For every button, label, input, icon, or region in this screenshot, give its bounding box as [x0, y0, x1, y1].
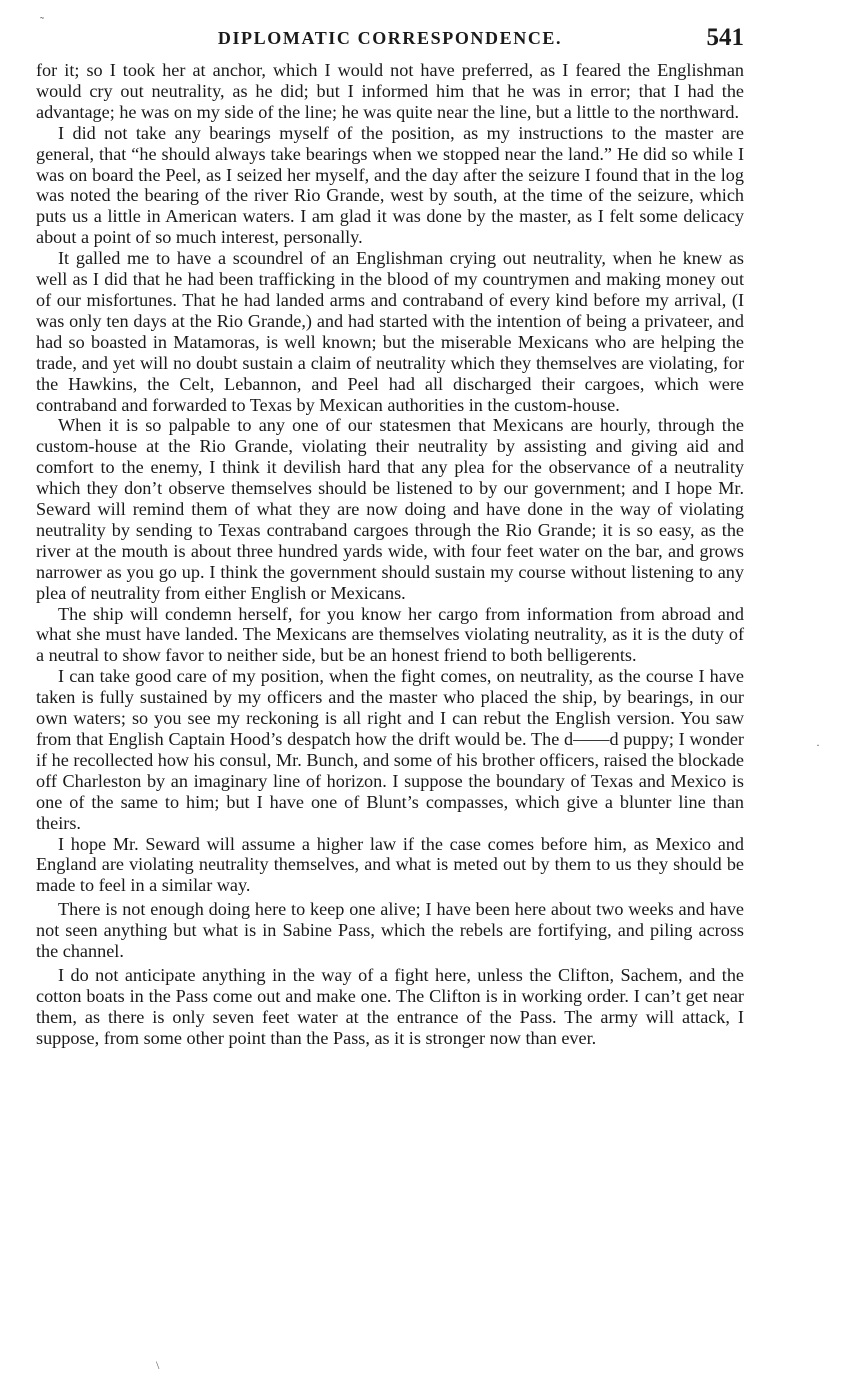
page-number: 541 — [706, 24, 744, 51]
running-title: DIPLOMATIC CORRESPONDENCE. — [217, 28, 563, 48]
paragraph-4: When it is so palpable to any one of our statesmen that Mexicans are hourly, through the custom-house at the Rio Grande, violating their neutrality by assisting and giving aid and comfort to the enemy, I think it devilish hard that any plea for the observance of a neutrality which they don’t observe themselves should be listened to by our government; and I hope Mr. Seward will remind them of what they are now doing and have done in the way of violating neutrality by sending to Texas contraband cargoes through the Rio Grande; it is so easy, as the river at the mouth is about three hundred yards wide, with four feet water on the bar, and grows narrower as you go up. I think the government should sustain my course without listening to any plea of neutrality from either English or Mexicans. — [36, 415, 744, 603]
body-text — [36, 60, 744, 1049]
paragraph-8: There is not enough doing here to keep one alive; I have been here about two weeks and have not seen anything but what is in Sabine Pass, which the rebels are fortifying, and piling across the channel. — [36, 899, 744, 962]
paragraph-1: for it; so I took her at anchor, which I would not have preferred, as I feared the Englishman would cry out neutrality, as he did; but I informed him that he was in error; that I had the advantage; he was on my side of the line; he was quite near the line, but a little to the northward. — [36, 60, 744, 122]
scan-speck: \ — [156, 1358, 160, 1372]
paragraph-5: The ship will condemn herself, for you know her cargo from information from abroad and what she must have landed. The Mexicans are themselves violating neutrality, as it is the duty of a neutral to show favor to neither side, but be an honest friend to both belligerents. — [36, 603, 744, 666]
document-page — [36, 24, 744, 1049]
paragraph-2: I did not take any bearings myself of the position, as my instructions to the master are general, that “he should always take bearings when we stopped near the land.” He did so while I was on board the Peel, as I seized her myself, and the day after the seizure I found that in the log was noted the bearing of the river Rio Grande, west by south, at the time of the seizure, which puts us a little in American waters. I am glad it was done by the master, as I felt some delicacy about a point of so much interest, personally. — [36, 122, 744, 248]
paragraph-6: I can take good care of my position, when the fight comes, on neutrality, as the course I have taken is fully sustained by my officers and the master who placed the ship, by bearings, in our own waters; so you see my reckoning is all right and I can rebut the English version. You saw from that English Captain Hood’s despatch how the drift would be. The d——d puppy; I wonder if he recollected how his consul, Mr. Bunch, and some of his brother officers, raised the blockade off Charleston by an imaginary line of horizon. I suppose the boundary of Texas and Mexico is one of the same to him; but I have one of Blunt’s compasses, which give a blunter line than theirs. — [36, 666, 744, 833]
paragraph-7: I hope Mr. Seward will assume a higher law if the case comes before him, as Mexico and England are violating neutrality themselves, and what is meted out by them to us they should be made to feel in a similar way. — [36, 833, 744, 896]
paragraph-3: It galled me to have a scoundrel of an Englishman crying out neutrality, when he knew as well as I did that he had been trafficking in the blood of my countrymen and making money out of our misfortunes. That he had landed arms and contraband of every kind before my arrival, (I was only ten days at the Rio Grande,) and had started with the intention of being a privateer, and had so boasted in Matamoras, is well known; but the miserable Mexicans who are helping the trade, and yet will no doubt sustain a claim of neutrality which they themselves are violating, for the Hawkins, the Celt, Lebannon, and Peel had all discharged their cargoes, which were contraband and forwarded to Texas by Mexican authorities in the custom-house. — [36, 248, 744, 415]
scan-speck: · — [816, 738, 820, 752]
scan-speck: ˜ — [40, 14, 44, 28]
running-header — [36, 24, 744, 58]
paragraph-9: I do not anticipate anything in the way of a fight here, unless the Clifton, Sachem, and the cotton boats in the Pass come out and make one. The Clifton is in working order. I can’t get near them, as there is only seven feet water at the entrance of the Pass. The army will attack, I suppose, from some other point than the Pass, as it is stronger now than ever. — [36, 964, 744, 1048]
